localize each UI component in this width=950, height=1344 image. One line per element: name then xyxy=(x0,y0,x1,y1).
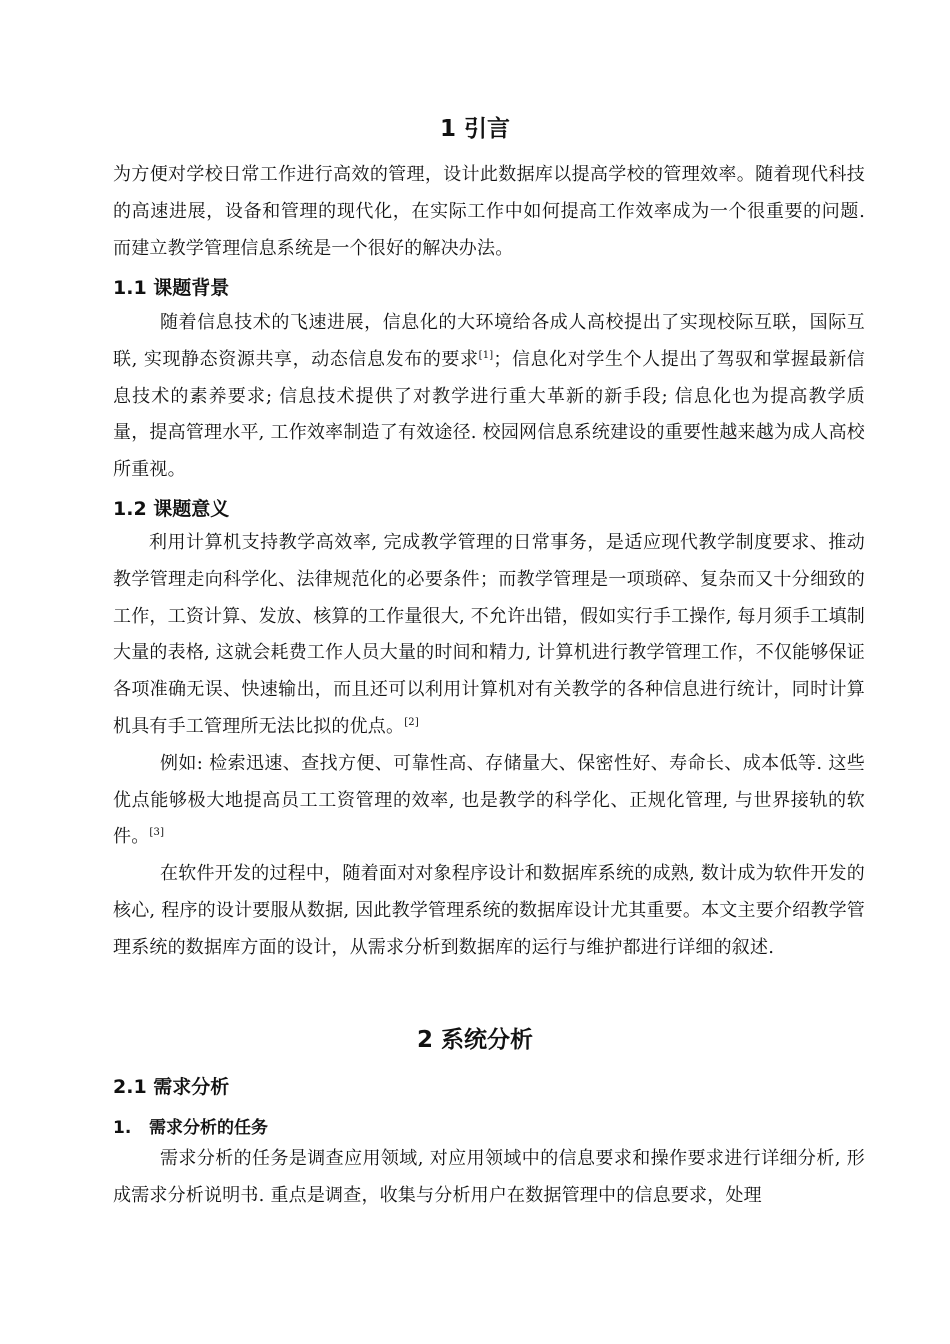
citation-1: [1] xyxy=(478,349,494,361)
chapter-1-heading: 1 引言 xyxy=(439,116,510,142)
significance-text-1: 利用计算机支持教学高效率, 完成教学管理的日常事务，是适应现代教学制度要求、推动教学管理走向科学化、法律规范化的必要条件；而教学管理是一项琐碎、复杂而又十分细致的工作，工资计算、发放、核算的工作量很大, 不允许出错，假如实行手工操作, 每月须手工填制大量的表格, 这就会耗费工作人员大量的时间和精力, 计算机进行教学管理工作，不仅能够保证各项准确无误、快速输出，而且还可以利用计算机对有关教学的各种信息进行统计，同时计算机具有手工管理所无法比拟的优点。 xyxy=(113,532,865,737)
citation-3: [3] xyxy=(149,827,165,839)
intro-paragraph-block xyxy=(113,157,865,267)
significance-paragraph-1 xyxy=(113,525,865,746)
background-text-part2: ；信息化对学生个人提出了驾驭和掌握最新信息技术的素养要求; 信息技术提供了对教学进行重大革新的新手段; 信息化也为提高教学质量，提高管理水平, 工作效率制造了有效途径. 校园网信息系统建设的重要性越来越为成人高校所重视。 xyxy=(113,348,865,481)
intro-paragraph: 为方便对学校日常工作进行高效的管理，设计此数据库以提高学校的管理效率。随着现代科技的高速进展，设备和管理的现代化，在实际工作中如何提高工作效率成为一个很重要的问题. 而建立教学管理信息系统是一个很好的解决办法。 xyxy=(113,164,865,259)
section-1-2-heading: 1.2 课题意义 xyxy=(113,498,230,520)
section-2-1-heading: 2.1 需求分析 xyxy=(113,1076,230,1098)
analysis-paragraph-block xyxy=(113,1141,865,1215)
analysis-paragraph: 需求分析的任务是调查应用领域, 对应用领域中的信息要求和操作要求进行详细分析, 形成需求分析说明书. 重点是调查，收集与分析用户在数据管理中的信息要求，处理 xyxy=(113,1148,865,1206)
item-1-title: 需求分析的任务 xyxy=(149,1118,268,1138)
background-paragraph xyxy=(113,305,865,489)
significance-paragraph-2 xyxy=(113,746,865,856)
significance-paragraph-3: 在软件开发的过程中，随着面对对象程序设计和数据库系统的成熟, 数计成为软件开发的核心, 程序的设计要服从数据, 因此教学管理系统的数据库设计尤其重要。本文主要介绍教学管理系统的数据库方面的设计，从需求分析到数据库的运行与维护都进行详细的叙述. xyxy=(113,863,865,958)
significance-paragraph-block xyxy=(113,525,865,967)
significance-text-2: 例如: 检索迅速、查找方便、可靠性高、存储量大、保密性好、寿命长、成本低等. 这些优点能够极大地提高员工工资管理的效率, 也是教学的科学化、正规化管理, 与世界接轨的软件。 xyxy=(113,752,865,848)
background-text-part1: 随着信息技术的飞速进展，信息化的大环境给各成人高校提出了实现校际互联，国际互联, 实现静态资源共享，动态信息发布的要求 xyxy=(113,312,865,370)
section-1-1-heading: 1.1 课题背景 xyxy=(113,277,230,299)
background-paragraph-block xyxy=(113,305,865,489)
item-1-number: 1. xyxy=(113,1118,132,1138)
item-1-heading xyxy=(113,1113,268,1138)
chapter-2-heading: 2 系统分析 xyxy=(416,1027,533,1053)
citation-2: [2] xyxy=(404,716,419,728)
